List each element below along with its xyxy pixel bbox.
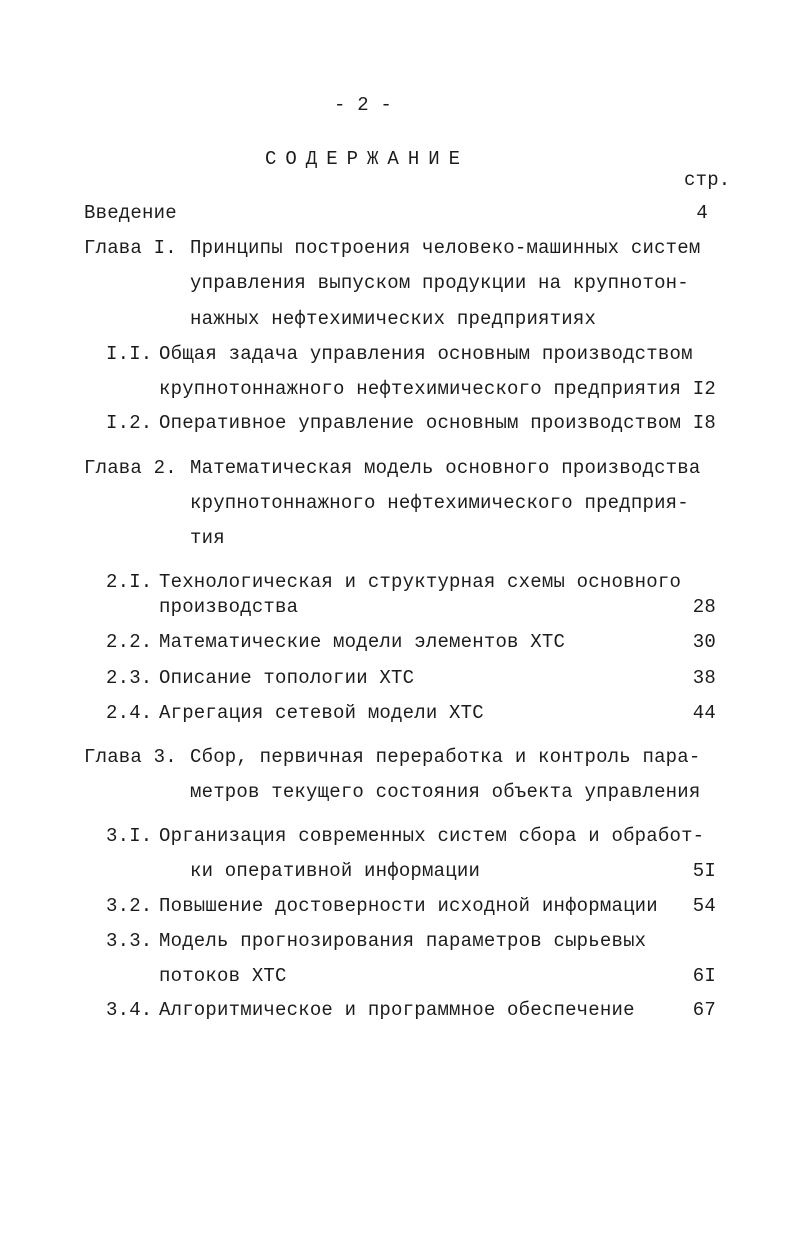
intro-page: 4 bbox=[696, 202, 708, 224]
section-2-1-title-line1: Технологическая и структурная схемы основного bbox=[159, 571, 682, 593]
section-1-2-number: I.2. bbox=[106, 412, 153, 434]
page-number: - 2 - bbox=[334, 94, 393, 116]
section-1-2-page: I8 bbox=[692, 412, 716, 434]
section-2-2-title: Математические модели элементов ХТС bbox=[159, 631, 566, 653]
toc-title: СОДЕРЖАНИЕ bbox=[265, 148, 470, 170]
chapter2-label: Глава 2. bbox=[84, 457, 177, 479]
section-3-1-title-line2: ки оперативной информации bbox=[190, 860, 481, 882]
section-3-3-title-line2: потоков ХТС bbox=[159, 965, 287, 987]
section-2-4-title: Агрегация сетевой модели ХТС bbox=[159, 702, 484, 724]
chapter1-title-line2: управления выпуском продукции на крупнотон- bbox=[190, 272, 689, 294]
section-1-2-title: Оперативное управление основным производством bbox=[159, 412, 682, 434]
section-3-2-number: 3.2. bbox=[106, 895, 153, 917]
section-2-2-number: 2.2. bbox=[106, 631, 153, 653]
section-2-3-number: 2.3. bbox=[106, 667, 153, 689]
section-2-4-number: 2.4. bbox=[106, 702, 153, 724]
section-2-1-page: 28 bbox=[692, 596, 716, 618]
intro-label: Введение bbox=[84, 202, 177, 224]
section-2-4-page: 44 bbox=[692, 702, 716, 724]
section-3-4-number: 3.4. bbox=[106, 999, 153, 1021]
section-1-1-title-line1: Общая задача управления основным производством bbox=[159, 343, 693, 365]
chapter1-title-line3: нажных нефтехимических предприятиях bbox=[190, 308, 597, 330]
section-3-1-title-line1: Организация современных систем сбора и обработ- bbox=[159, 825, 705, 847]
chapter2-title-line3: тия bbox=[190, 527, 225, 549]
section-2-1-title-line2: производства bbox=[159, 596, 299, 618]
chapter2-title-line1: Математическая модель основного производства bbox=[190, 457, 701, 479]
chapter1-title-line1: Принципы построения человеко-машинных систем bbox=[190, 237, 701, 259]
section-3-1-page: 5I bbox=[692, 860, 716, 882]
section-3-2-page: 54 bbox=[692, 895, 716, 917]
section-2-3-page: 38 bbox=[692, 667, 716, 689]
chapter3-title-line2: метров текущего состояния объекта управления bbox=[190, 781, 701, 803]
chapter2-title-line2: крупнотоннажного нефтехимического предприя- bbox=[190, 492, 689, 514]
section-1-1-number: I.I. bbox=[106, 343, 153, 365]
section-3-4-page: 67 bbox=[692, 999, 716, 1021]
section-2-3-title: Описание топологии ХТС bbox=[159, 667, 415, 689]
chapter1-label: Глава I. bbox=[84, 237, 177, 259]
section-3-3-page: 6I bbox=[692, 965, 716, 987]
section-3-3-number: 3.3. bbox=[106, 930, 153, 952]
section-3-1-number: 3.I. bbox=[106, 825, 153, 847]
chapter3-label: Глава 3. bbox=[84, 746, 177, 768]
section-2-1-number: 2.I. bbox=[106, 571, 153, 593]
section-3-4-title: Алгоритмическое и программное обеспечение bbox=[159, 999, 635, 1021]
section-1-1-page: I2 bbox=[692, 378, 716, 400]
section-3-2-title: Повышение достоверности исходной информации bbox=[159, 895, 658, 917]
chapter3-title-line1: Сбор, первичная переработка и контроль пара- bbox=[190, 746, 701, 768]
section-3-3-title-line1: Модель прогнозирования параметров сырьевых bbox=[159, 930, 647, 952]
page-column-header: стр. bbox=[684, 169, 731, 191]
section-1-1-title-line2: крупнотоннажного нефтехимического предприятия bbox=[159, 378, 682, 400]
section-2-2-page: 30 bbox=[692, 631, 716, 653]
